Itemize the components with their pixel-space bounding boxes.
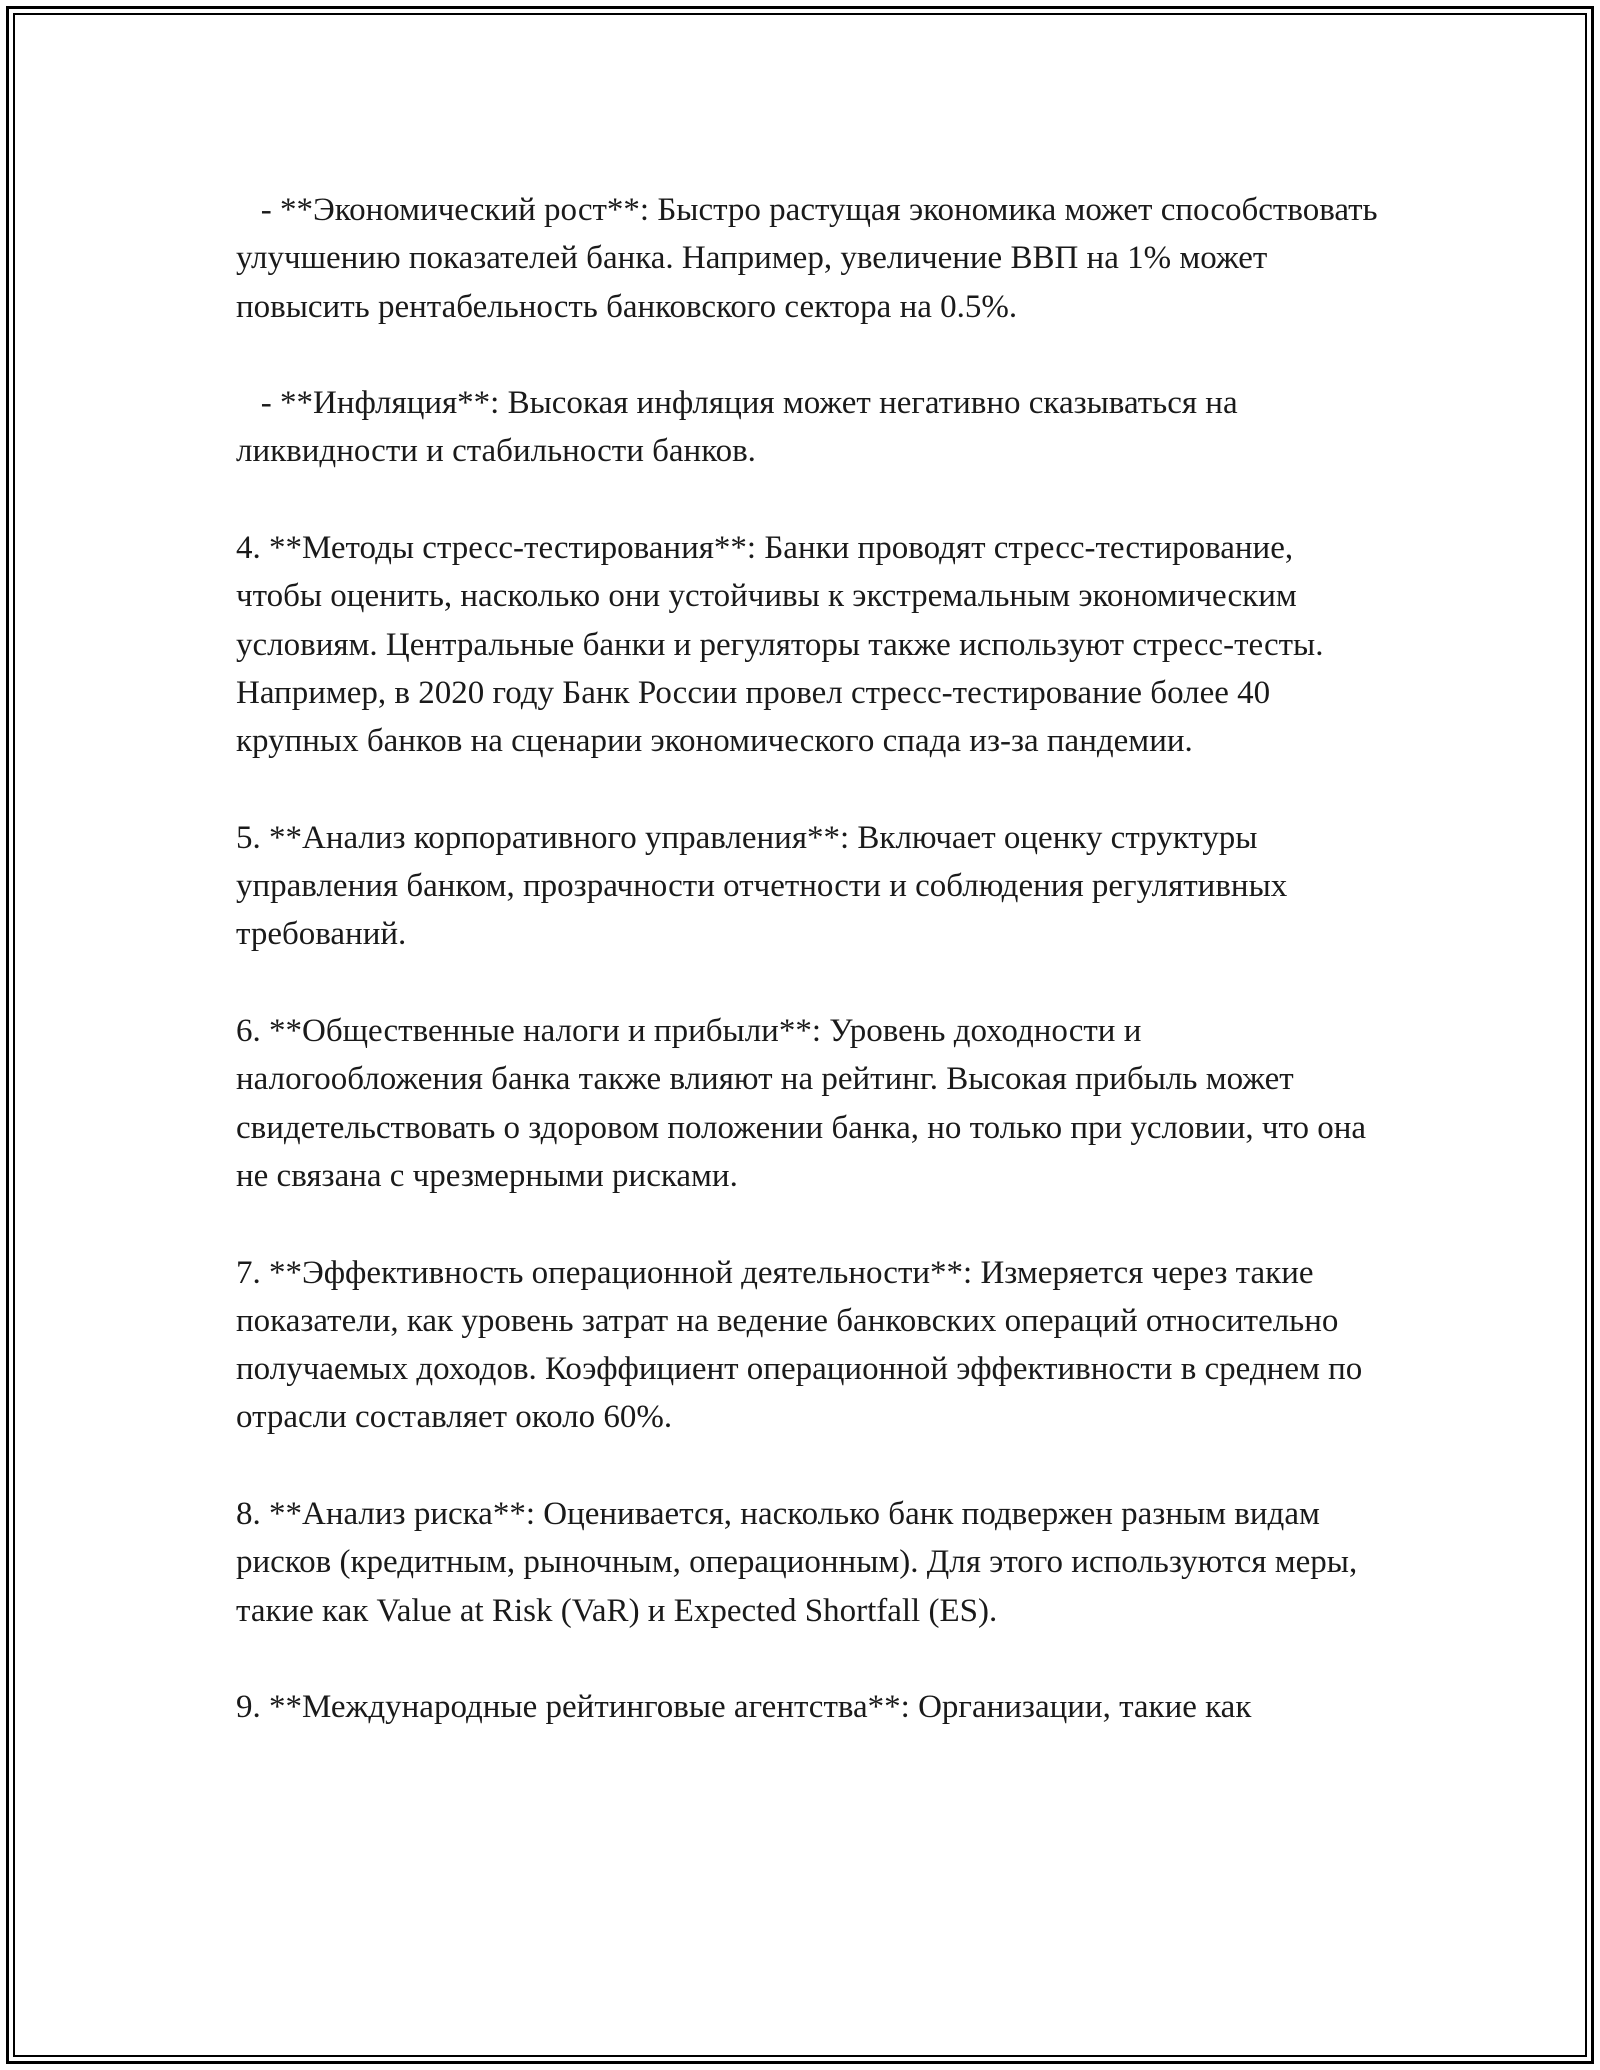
document-body <box>236 186 1386 1732</box>
paragraph-risk-analysis: 8. **Анализ риска**: Оценивается, насколько банк подвержен разным видам рисков (кредитным, рыночным, операционным). Для этого используются меры, такие как Value at Risk (VaR) и Expected Shortfall (ES). <box>236 1496 1366 1629</box>
paragraph-corporate-governance: 5. **Анализ корпоративного управления**: Включает оценку структуры управления банком, прозрачности отчетности и соблюдения регулятивных требований. <box>236 819 1296 953</box>
paragraph-stress-testing: 4. **Методы стресс-тестирования**: Банки проводят стресс-тестирование, чтобы оценить, насколько они устойчивы к экстремальным экономическим условиям. Центральные банки и регуляторы также используют стресс-тесты. Например, в 2020 году Банк России провел стресс-тестирование более 40 крупных банков на сценарии экономического спада из-за пандемии. <box>236 530 1332 760</box>
paragraph-economic-growth: - **Экономический рост**: Быстро растущая экономика может способствовать улучшению показателей банка. Например, увеличение ВВП на 1% может повысить рентабельность банковского сектора на 0.5%. <box>236 192 1386 325</box>
paragraph-inflation: - **Инфляция**: Высокая инфляция может негативно сказываться на ликвидности и стабильности банков. <box>236 385 1246 470</box>
paragraph-taxes-profits: 6. **Общественные налоги и прибыли**: Уровень доходности и налогообложения банка также влияют на рейтинг. Высокая прибыль может свидетельствовать о здоровом положении банка, но только при условии, что она не связана с чрезмерными рисками. <box>236 1013 1375 1194</box>
paragraph-rating-agencies: 9. **Международные рейтинговые агентства**: Организации, такие как <box>236 1689 1252 1726</box>
paragraph-operational-efficiency: 7. **Эффективность операционной деятельности**: Измеряется через такие показатели, как уровень затрат на ведение банковских операций относительно получаемых доходов. Коэффициент операционной эффективности в среднем по отрасли составляет около 60%. <box>236 1254 1371 1436</box>
